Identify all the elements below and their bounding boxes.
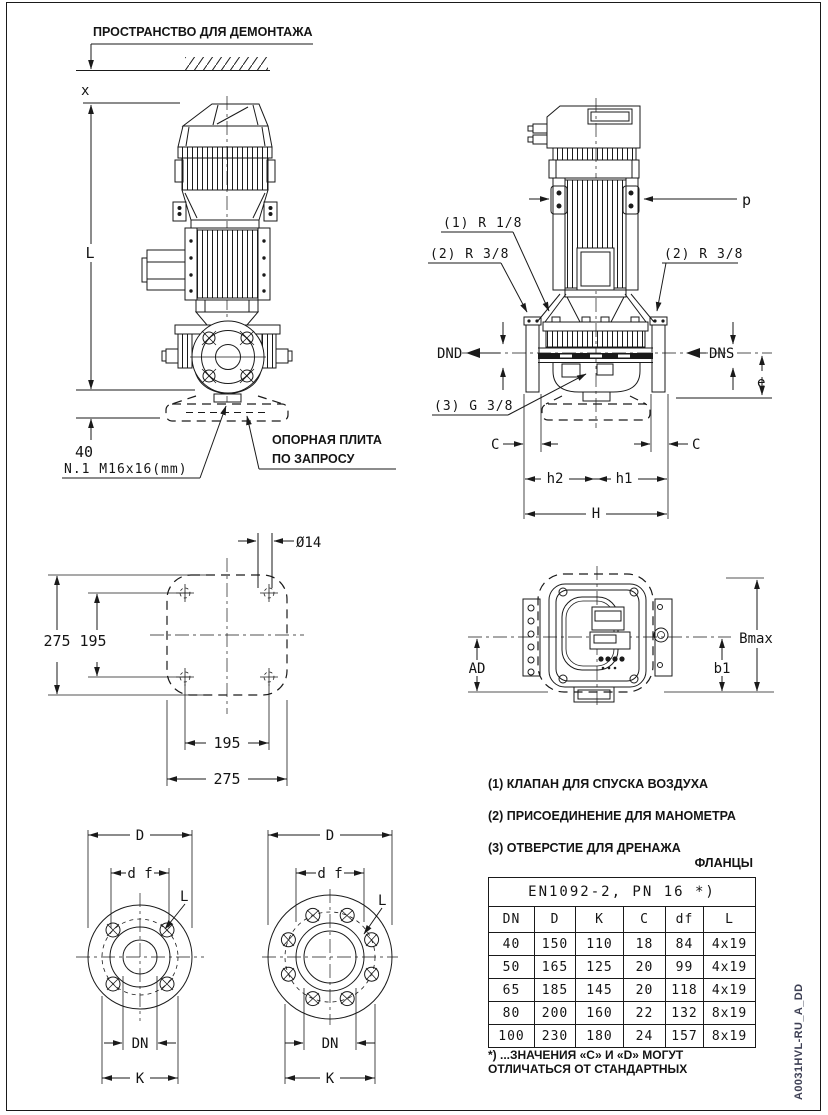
note-3: (3) ОТВЕРСТИЕ ДЛЯ ДРЕНАЖА [488, 841, 681, 855]
dns-label: DNS [709, 346, 735, 362]
cell: 4x19 [704, 933, 756, 956]
cell: 20 [624, 956, 666, 979]
col-header-c: C [624, 907, 666, 933]
flange8-df-label: d f [317, 866, 343, 882]
flange-view-4hole [76, 827, 204, 1087]
cell: 160 [576, 1002, 624, 1025]
flow-arrow-dns [686, 348, 700, 358]
dim-195-left-label: 195 [79, 632, 107, 650]
cell: 4x19 [704, 956, 756, 979]
table-row [489, 956, 756, 979]
cell: 18 [624, 933, 666, 956]
hole-dia-label: Ø14 [296, 535, 322, 551]
ref3-label: (3) G 3/8 [434, 399, 514, 414]
cell: 99 [666, 956, 704, 979]
cell: 125 [576, 956, 624, 979]
dim-275-bottom-label: 275 [213, 770, 241, 788]
cell: 65 [489, 979, 535, 1002]
table-footnote [488, 1048, 768, 1076]
table-row [489, 1025, 756, 1048]
flange4-l-label: L [180, 889, 189, 905]
flange8-d-label: D [325, 828, 335, 844]
dim-40-label: 40 [75, 443, 94, 461]
dim-bmax-label: Bmax [739, 631, 773, 647]
dim-c-right-label: C [692, 437, 701, 453]
cell: 185 [535, 979, 576, 1002]
cell: 8x19 [704, 1002, 756, 1025]
flange-table-title: EN1092-2, PN 16 *) [489, 878, 756, 907]
front-view [62, 44, 396, 478]
flange4-k-label: K [135, 1071, 145, 1087]
base-view [39, 533, 321, 788]
col-header-d: D [535, 907, 576, 933]
dnd-label: DND [437, 346, 463, 362]
plate-note-line1: ОПОРНАЯ ПЛИТА [272, 433, 382, 447]
flange-table-caption: ФЛАНЦЫ [694, 856, 753, 870]
flange8-dn-label: DN [321, 1036, 339, 1052]
cell: 22 [624, 1002, 666, 1025]
cell: 8x19 [704, 1025, 756, 1048]
dim-ad-label: AD [468, 661, 486, 677]
plate-note-line2: ПО ЗАПРОСУ [272, 452, 355, 466]
cell: 180 [576, 1025, 624, 1048]
col-header-l: L [704, 907, 756, 933]
side-view [428, 98, 772, 522]
flange-view-8hole [262, 827, 398, 1087]
cell: 50 [489, 956, 535, 979]
table-row [489, 979, 756, 1002]
cell: 150 [535, 933, 576, 956]
cell: 145 [576, 979, 624, 1002]
dim-h1-label: h1 [615, 471, 633, 487]
side-pump-art [524, 106, 667, 420]
cell: 118 [666, 979, 704, 1002]
flange8-k-label: K [325, 1071, 335, 1087]
dim-275-left-label: 275 [43, 632, 71, 650]
cell: 110 [576, 933, 624, 956]
cell: 230 [535, 1025, 576, 1048]
cell: 165 [535, 956, 576, 979]
front-pump-art [142, 104, 292, 421]
cell: 157 [666, 1025, 704, 1048]
dim-c-left-label: C [491, 437, 500, 453]
col-header-df: df [666, 907, 704, 933]
cell: 4x19 [704, 979, 756, 1002]
footnote-line2: ОТЛИЧАТЬСЯ ОТ СТАНДАРТНЫХ [488, 1062, 688, 1076]
cell: 132 [666, 1002, 704, 1025]
dim-p-label: p [742, 191, 752, 209]
dim-l-label: L [85, 244, 95, 262]
table-row [489, 933, 756, 956]
flange4-d-label: D [135, 828, 145, 844]
flange4-df-label: d f [127, 866, 153, 882]
top-view [463, 566, 781, 708]
cell: 100 [489, 1025, 535, 1048]
flange-table [488, 877, 756, 1048]
cell: 24 [624, 1025, 666, 1048]
table-row [489, 1002, 756, 1025]
ref2-right-label: (2) R 3/8 [664, 247, 744, 262]
cell: 84 [666, 933, 704, 956]
dim-e-label: e [757, 375, 766, 391]
cell: 80 [489, 1002, 535, 1025]
document-code: A0031HVL-RU_A_DD [793, 983, 805, 1100]
cell: 20 [624, 979, 666, 1002]
dim-195-bottom-label: 195 [213, 734, 241, 752]
ref2-left-label: (2) R 3/8 [430, 247, 510, 262]
cell: 40 [489, 933, 535, 956]
ref1-label: (1) R 1/8 [443, 216, 523, 231]
flange4-dn-label: DN [131, 1036, 149, 1052]
footnote-line1: *) ...ЗНАЧЕНИЯ «C» И «D» МОГУТ [488, 1048, 684, 1062]
ceiling-hatch [185, 57, 268, 70]
cell: 200 [535, 1002, 576, 1025]
dim-x-label: x [81, 83, 90, 99]
col-header-k: K [576, 907, 624, 933]
dim-h2-label: h2 [546, 471, 564, 487]
anchor-note-label: N.1 M16x16(mm) [64, 462, 188, 477]
flange8-l-label: L [378, 893, 387, 909]
col-header-dn: DN [489, 907, 535, 933]
note-1: (1) КЛАПАН ДЛЯ СПУСКА ВОЗДУХА [488, 777, 709, 791]
dim-h-label: H [591, 506, 601, 522]
flow-arrow-dnd [466, 348, 480, 358]
clearance-label: ПРОСТРАНСТВО ДЛЯ ДЕМОНТАЖА [93, 25, 313, 39]
dim-b1-label: b1 [713, 661, 731, 677]
note-2: (2) ПРИСОЕДИНЕНИЕ ДЛЯ МАНОМЕТРА [488, 809, 736, 823]
